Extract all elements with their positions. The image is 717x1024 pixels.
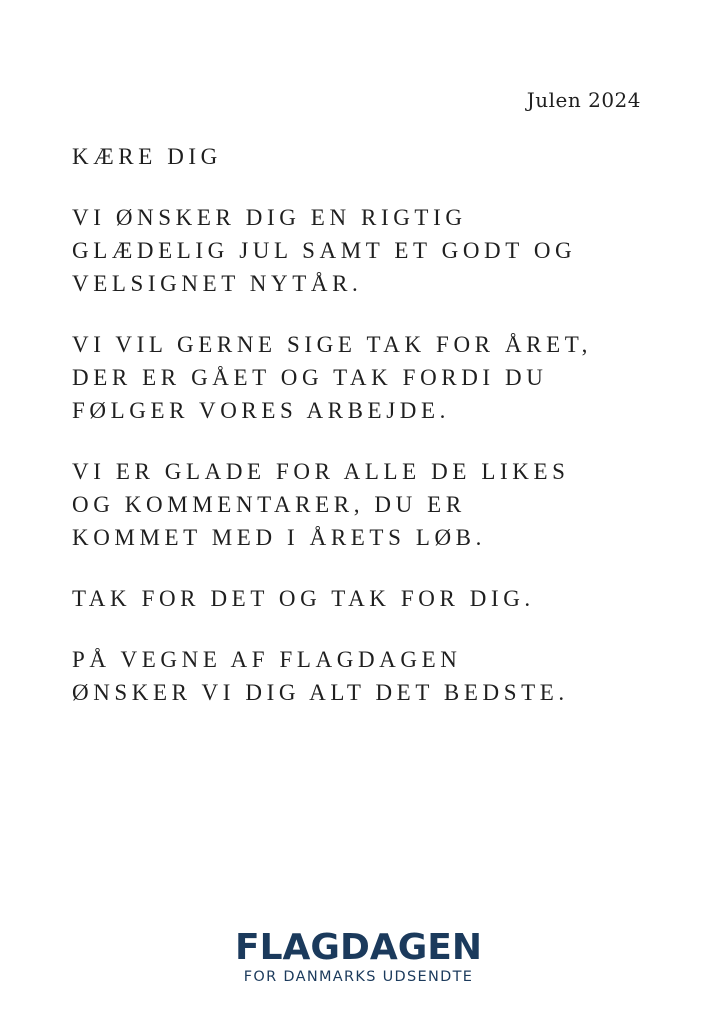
letter-line: VI ØNSKER DIG EN RIGTIG xyxy=(72,205,467,230)
paragraph-wishes xyxy=(72,201,672,300)
letter-line: VELSIGNET NYTÅR. xyxy=(72,271,363,296)
paragraph-likes xyxy=(72,455,672,554)
date-line: Julen 2024 xyxy=(526,88,641,112)
letter-line: VI ER GLADE FOR ALLE DE LIKES xyxy=(72,459,570,484)
letter-line: VI VIL GERNE SIGE TAK FOR ÅRET, xyxy=(72,332,593,357)
greeting xyxy=(72,140,672,173)
paragraph-tak xyxy=(72,582,672,615)
paragraph-thanks xyxy=(72,328,672,427)
letter-line: KÆRE DIG xyxy=(72,144,222,169)
letter-line: GLÆDELIG JUL SAMT ET GODT OG xyxy=(72,238,577,263)
logo-tagline: FOR DANMARKS UDSENDTE xyxy=(243,969,474,985)
letter-line: TAK FOR DET OG TAK FOR DIG. xyxy=(72,586,535,611)
letter-line: OG KOMMENTARER, DU ER xyxy=(72,492,466,517)
letter-line: FØLGER VORES ARBEJDE. xyxy=(72,398,450,423)
paragraph-closing xyxy=(72,643,672,709)
letter-line: ØNSKER VI DIG ALT DET BEDSTE. xyxy=(72,680,569,705)
letter-body xyxy=(72,140,672,737)
letter-line: DER ER GÅET OG TAK FORDI DU xyxy=(72,365,548,390)
logo-name: FLAGDAGEN xyxy=(235,927,482,968)
letter-line: KOMMET MED I ÅRETS LØB. xyxy=(72,525,486,550)
flagdagen-logo xyxy=(0,927,717,988)
letter-line: PÅ VEGNE AF FLAGDAGEN xyxy=(72,647,462,672)
